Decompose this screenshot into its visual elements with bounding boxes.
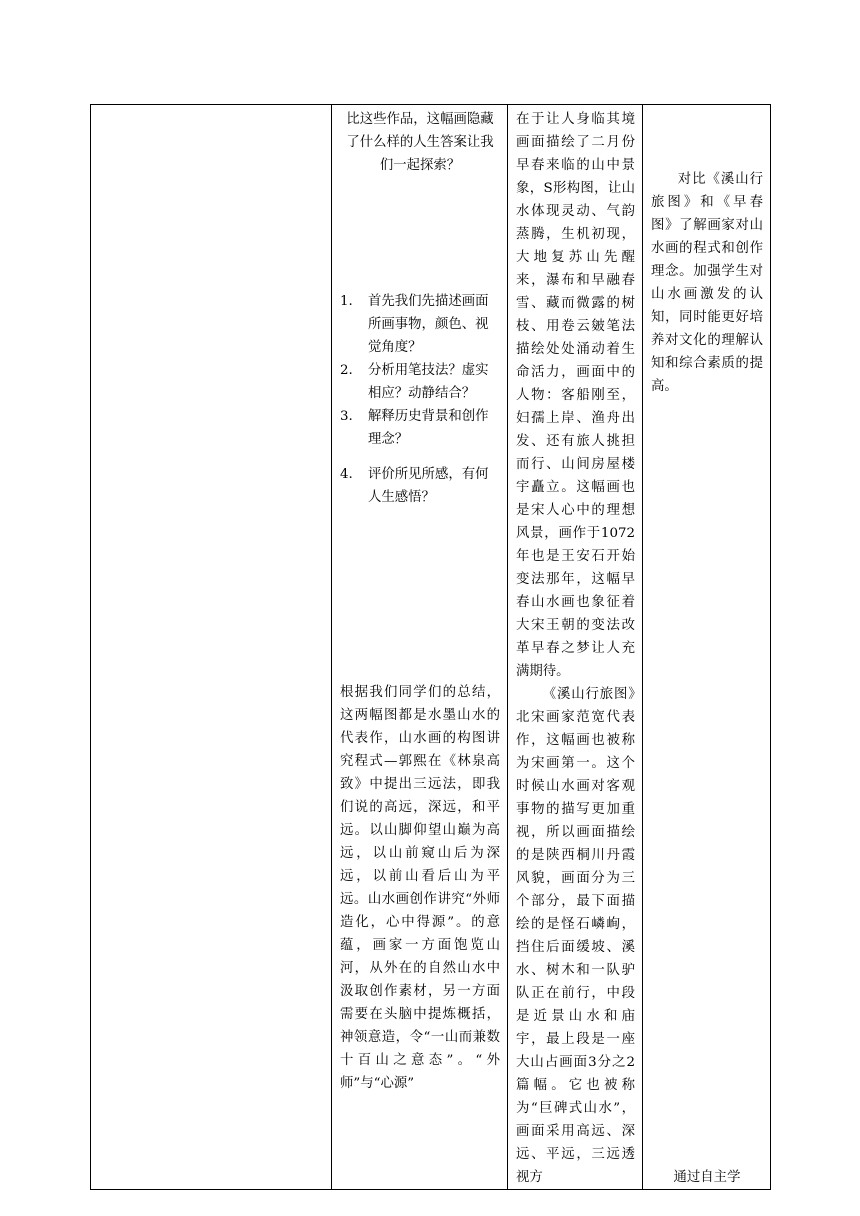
design-purpose-text: 对比《溪山行旅图》和《早春图》了解画家对山水画的程式和创作理念。加强学生对山水画激发的认知，同时能更好培养对文化的理解认知和综合素质的提高。 (651, 172, 763, 394)
stage-cell (91, 105, 332, 1190)
lesson-plan-table (90, 104, 771, 1190)
painting-analysis-cell (508, 105, 643, 1190)
table-row (91, 105, 771, 1190)
early-spring-analysis: 在于让人身临其境画面描绘了二月份早春来临的山中景象，S形构图，让山水体现灵动、气韵蒸腾，生机初现，大地复苏山先醒来，瀑布和早融春雪、藏而微露的树枝、用卷云皴笔法描绘处处涌动着生命活力，画面中的人物：客船刚至，妇孺上岸、渔舟出发、还有旅人挑担而行、山间房屋楼宇矗立。这幅画也是宋人心中的理想风景，画作于1072年也是王安石开始变法那年，这幅早春山水画也象征着大宋王朝的变法改革早春之梦让人充满期待。 (516, 112, 635, 679)
design-intent-cell (643, 105, 771, 1190)
list-item: 4. 评价所见所感，有何人生感悟？ (340, 467, 489, 505)
summary-text: 根据我们同学们的总结，这两幅图都是水墨山水的代表作，山水画的构图讲究程式—郭熙在《林泉高致》中提出三远法，即我们说的高远，深远，和平远。以山脚仰望山巅为高远，以山前窥山后为深远，以前山看后山为平远。山水画创作讲究“外师造化，心中得源”。的意蕴，画家一方面饱览山河，从外在的自然山水中汲取创作素材，另一方面需要在头脑中提炼概括，神领意造，令“一山而兼数十百山之意态”。“外师”与“心源” (340, 685, 500, 1091)
teacher-activity-cell (332, 105, 508, 1190)
list-item: 2. 分析用笔技法？虚实相应？动静结合？ (340, 363, 489, 401)
list-item: 3. 解释历史背景和创作理念？ (340, 409, 489, 447)
spacer (340, 177, 500, 290)
intro-text: 比这些作品，这幅画隐藏了什么样的人生答案让我们一起探索？ (346, 112, 494, 173)
travelers-analysis: 《溪山行旅图》北宋画家范宽代表作，这幅画也被称为宋画第一。这个时候山水画对客观事物的描写更加重视，所以画面描绘的是陕西桐川丹霞风貌，画面分为三个部分，最下面描绘的是怪石嶙峋，挡住后面缓坡、溪水、树木和一队驴队正在前行，中段是近景山水和庙宇，最上段是一座大山占画面3分之2篇幅。它也被称为“巨碑式山水”，画面采用高远、深远、平远，三远透视方 (516, 687, 635, 1185)
list-item: 1. 首先我们先描述画面所画事物，颜色、视觉角度？ (340, 294, 489, 355)
spacer (651, 108, 763, 168)
question-list (340, 290, 500, 509)
spacer (340, 509, 500, 681)
next-purpose-text: 通过自主学 (673, 1170, 741, 1185)
